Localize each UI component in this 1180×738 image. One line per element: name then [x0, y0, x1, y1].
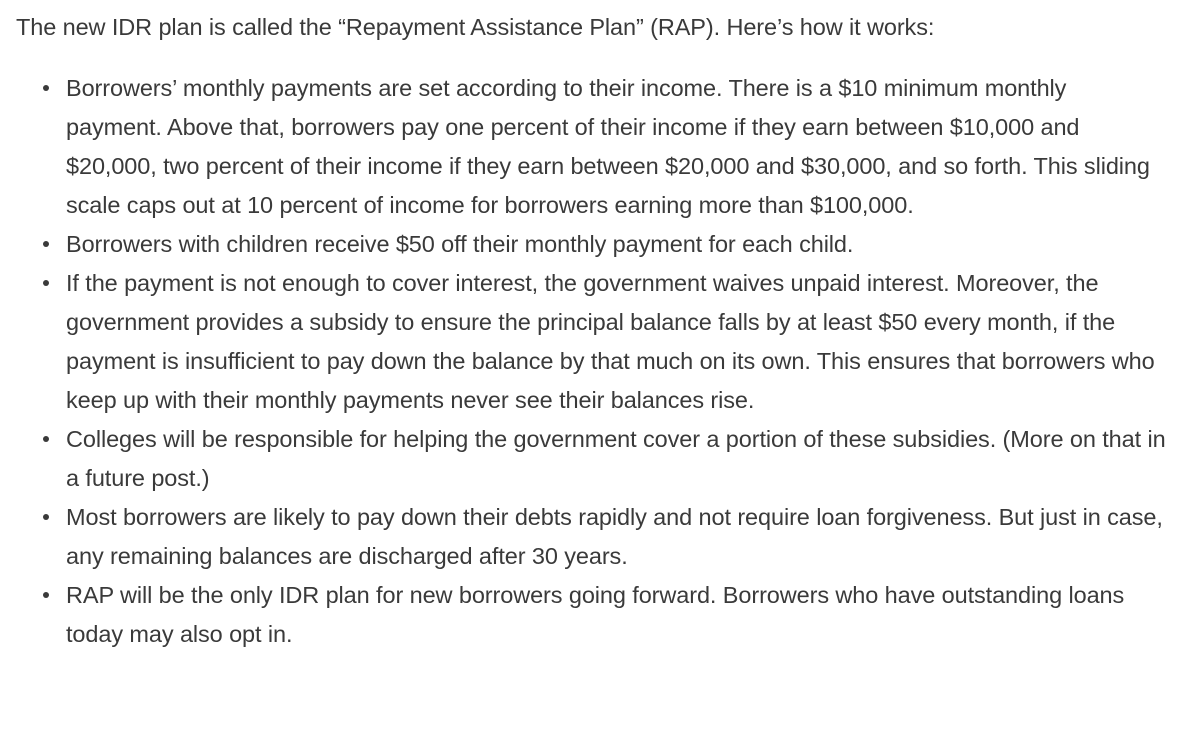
- bullet-item: [16, 69, 1166, 225]
- bullet-text: Most borrowers are likely to pay down their debts rapidly and not require loan forgiveness. But just in case, any remaining balances are discharged after 30 years.: [66, 504, 1163, 569]
- bullet-text: If the payment is not enough to cover interest, the government waives unpaid interest. Moreover, the government provides a subsidy to ensure the principal balance falls by at least $50 every month, if the payment is insufficient to pay down the balance by that much on its own. This ensures that borrowers who keep up with their monthly payments never see their balances rise.: [66, 270, 1155, 413]
- bullet-text: Colleges will be responsible for helping the government cover a portion of these subsidies. (More on that in a future post.): [66, 426, 1166, 491]
- bullet-icon: [43, 592, 49, 598]
- bullet-icon: [43, 280, 49, 286]
- bullet-icon: [43, 85, 49, 91]
- bullet-item: [16, 498, 1166, 576]
- bullet-text: Borrowers with children receive $50 off their monthly payment for each child.: [66, 231, 854, 257]
- bullet-item: [16, 576, 1166, 654]
- bullet-item: [16, 264, 1166, 420]
- bullet-list: [16, 69, 1180, 654]
- bullet-icon: [43, 514, 49, 520]
- bullet-text: Borrowers’ monthly payments are set according to their income. There is a $10 minimum monthly payment. Above that, borrowers pay one percent of their income if they earn between $10,000 and $20,000, two percent of their income if they earn between $20,000 and $30,000, and so forth. This sliding scale caps out at 10 percent of income for borrowers earning more than $100,000.: [66, 75, 1150, 218]
- bullet-text: RAP will be the only IDR plan for new borrowers going forward. Borrowers who have outstanding loans today may also opt in.: [66, 582, 1125, 647]
- bullet-icon: [43, 436, 49, 442]
- intro-paragraph: The new IDR plan is called the “Repayment Assistance Plan” (RAP). Here’s how it works:: [16, 14, 935, 40]
- bullet-icon: [43, 241, 49, 247]
- bullet-item: [16, 225, 1166, 264]
- bullet-item: [16, 420, 1166, 498]
